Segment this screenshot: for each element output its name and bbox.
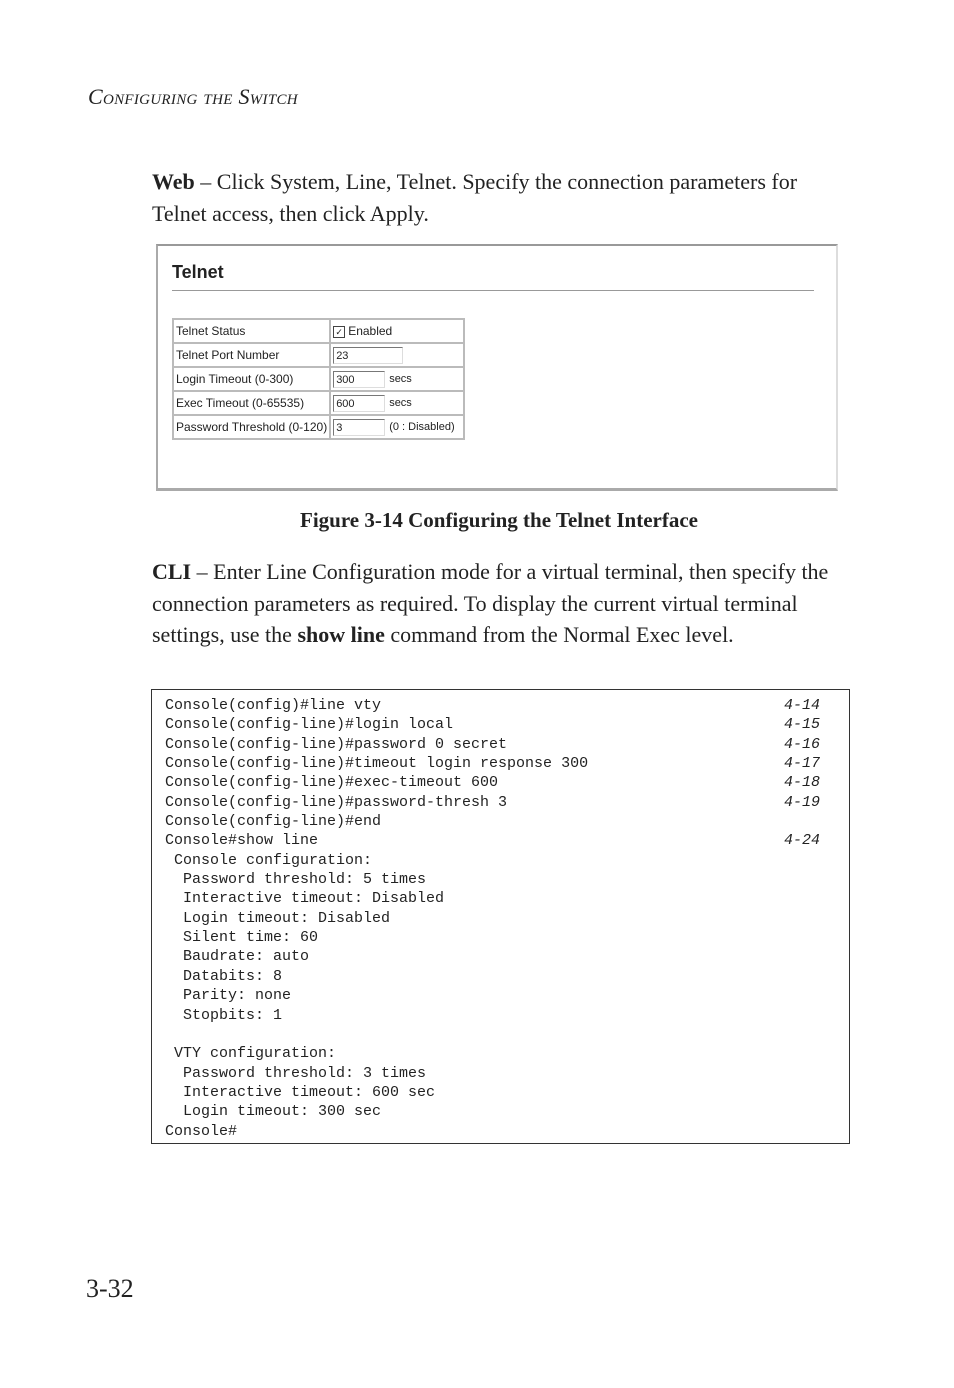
row-value [330,391,464,415]
row-value [330,319,464,343]
unit-label: secs [389,373,412,385]
cli-code: Console(config)#line vty Console(config-line)#login local Console(config-line)#password 0 secret Console(config-line)#timeout login response 300 Console(config-line)#exec-timeout 600 Console(config-line)#password-thresh 3 Console(config-line)#end Console#show line Console configuration: Password threshold: 5 times Interactive timeout: Disabled Login timeout: Disabled Silent time: 60 Baudrate: auto Databits: 8 Parity: none Stopbits: 1 VTY configuration: Password threshold: 3 times Interactive timeout: 600 sec Login timeout: 300 sec Console# [165,697,589,1140]
table-row [173,391,464,415]
table-row [173,415,464,439]
panel-title: Telnet [172,262,224,282]
row-label: Telnet Status [173,319,330,343]
row-value [330,415,464,439]
cli-text-2: command from the Normal Exec level. [384,622,734,647]
title-divider [172,290,814,291]
row-label: Telnet Port Number [173,343,330,367]
running-header: Configuring the Switch [88,84,298,109]
web-instructions [152,166,842,229]
checkbox-label: Enabled [348,324,393,338]
row-value [330,343,464,367]
telnet-settings-table [172,318,465,440]
table-row [173,367,464,391]
password-threshold-input[interactable]: 3 [333,419,385,436]
telnet-screenshot [156,244,838,491]
table-row [173,319,464,343]
login-timeout-input[interactable]: 300 [333,371,385,388]
port-number-input[interactable]: 23 [333,347,403,364]
unit-label: (0 : Disabled) [389,421,455,433]
cli-instructions [152,556,842,651]
cli-command: show line [297,622,385,647]
unit-label: secs [389,397,412,409]
enabled-checkbox[interactable]: ✓ [333,326,345,338]
web-text: – Click System, Line, Telnet. Specify the connection parameters for Telnet access, then click Apply. [152,169,798,226]
table-row [173,343,464,367]
cli-lead: CLI [152,559,192,584]
exec-timeout-input[interactable]: 600 [333,395,385,412]
cli-example-box [151,689,850,1144]
cli-page-refs: 4-14 4-15 4-16 4-17 4-18 4-19 4-24 [784,697,821,850]
row-label: Password Threshold (0-120) [173,415,330,439]
row-label: Exec Timeout (0-65535) [173,391,330,415]
figure-caption: Figure 3-14 Configuring the Telnet Interface [300,508,698,532]
web-lead: Web [152,169,195,194]
cli-text-1: – Enter Line Configuration mode for a virtual terminal, then specify the connection parameters as required. To display the current virtual terminal settings, use the [152,559,829,647]
page-number: 3-32 [86,1274,134,1303]
row-value [330,367,464,391]
row-label: Login Timeout (0-300) [173,367,330,391]
